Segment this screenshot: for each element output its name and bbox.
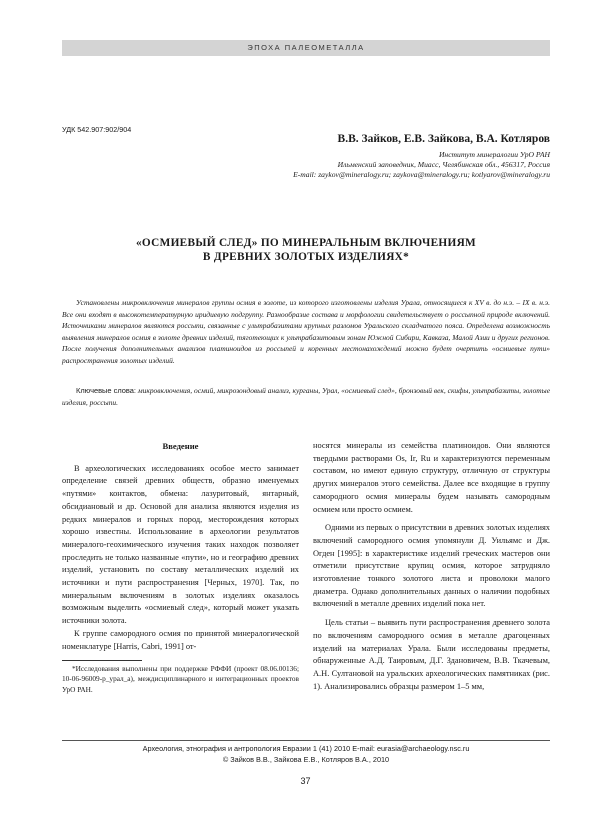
page-number: 37	[300, 776, 311, 786]
udk-code: УДК 542.907:902/904	[62, 125, 132, 134]
title-line-2: В ДРЕВНИХ ЗОЛОТЫХ ИЗДЕЛИЯХ*	[202, 251, 410, 263]
section-heading-intro: Введение	[162, 441, 199, 451]
section-header: ЭПОХА ПАЛЕОМЕТАЛЛА	[62, 40, 550, 56]
keywords-text: микровключения, осмий, микрозондовый анализ, курганы, Урал, «осмиевый след», бронзовый век, скифы, ультрабазиты, золотые изделия, россыпи.	[62, 386, 550, 407]
abstract: Установлены микровключения минералов группы осмия в золоте, из которого изготовлены изделия Урала, относящиеся к XV в. до н.э. – IX в. н.э. Все они входят в высокотемпературную иридиевую подгруппу. Разнообразие состава и морфологии свидетельствует о россыпной природе включений. Источниками минералов являются россыпи, связанные с ультрабазитами крупных разломов Уральского складчатого пояса. Определена возможность выявления минералов осмия в золоте древних изделий, тяготеющих к ультрабазитовым зонам Южной Сибири, Кавказа, Малой Азии и других регионов. После получения дополнительных анализов платиноидов из россыпей и коренных местонахождений можно будет очертить «осмиевые пути» распространения золотых изделий.	[62, 298, 550, 365]
article-title	[62, 236, 550, 264]
affiliation-institute: Институт минералогии УрО РАН	[438, 150, 550, 159]
title-line-1: «ОСМИЕВЫЙ СЛЕД» ПО МИНЕРАЛЬНЫМ ВКЛЮЧЕНИЯМ	[135, 237, 477, 249]
authors: В.В. Зайков, Е.В. Зайкова, В.А. Котляров	[337, 133, 550, 145]
keywords	[62, 385, 550, 408]
left-column	[62, 440, 299, 653]
footer-copyright: © Зайков В.В., Зайкова Е.В., Котляров В.А., 2010	[222, 755, 390, 764]
keywords-label: Ключевые слова:	[76, 386, 136, 395]
affiliation-email: E-mail: zaykov@mineralogy.ru; zaykova@mineralogy.ru; kotlyarov@mineralogy.ru	[293, 170, 550, 179]
footer-divider	[62, 740, 550, 741]
right-column	[313, 440, 550, 693]
footer-journal: Археология, этнография и антропология Евразии 1 (41) 2010 E-mail: eurasia@archaeology.nsc.ru	[142, 744, 470, 753]
paragraph-3: Одними из первых о присутствии в древних золотых изделиях включений самородного осмия упомянули Д. Уильямс и Дж. Огден [1995]: в характеристике изделий греческих мастеров они отметили присутствие крупиц осмия, которое затрудняло изготовление тонкого золотого листа и проволоки малого диаметра. Однако дополнительных данных о наличии подобных включений в металле древних изделий пока нет.	[313, 523, 550, 609]
footnote-divider	[62, 660, 142, 661]
paragraph-1: В археологических исследованиях особое место занимает определение связей древних обществ, образно именуемых «путями» контактов, обмена: лазуритовый, янтарный, обсидиановый и др. Основой для анализа являются изделия из редких минералов и горных пород, месторождения которых хорошо известны. Использование в археологии результатов минералого-геохимического изучения таких находок позволяет проследить не только названные «пути», но и географию древних изделий, установить по составу металлических изделий их источники и пути распространения [Черных, 1970]. Так, по минеральным включениям в золотых изделиях оказалось возможным выделить «осмиевый след», который может указать источники золота.	[62, 463, 299, 626]
paragraph-2-end: носятся минералы из семейства платиноидов. Они являются твердыми растворами Os, Ir, Ru и характеризуются переменным составом, но имеют единую структуру, отличную от структуры других минералов этого семейства. Далее все входящие в группу самородного осмия минералы будем называть самородным осмием или просто осмием.	[313, 441, 550, 514]
paragraph-4: Цель статьи – выявить пути распространения древнего золота по включениям самородного осмия в металле драгоценных изделий на материалах Урала. Были исследованы предметы, обнаруженные А.Д. Таировым, Д.Г. Здановичем, В.В. Ткачевым, А.Н. Султановой на уральских археологических памятниках (рис. 1). Анализировались образцы размером 1–5 мм,	[313, 618, 550, 691]
affiliation-address: Ильменский заповедник, Миасс, Челябинская обл., 456317, Россия	[337, 160, 550, 169]
paragraph-2-start: К группе самородного осмия по принятой минералогической номенклатуре [Harris, Cabri, 1991] от-	[62, 628, 299, 651]
footnote: *Исследования выполнены при поддержке РФФИ (проект 08.06.00136; 10-06-96009-р_урал_а), междисциплинарного и интеграционных проектов УрО РАН.	[62, 664, 299, 694]
